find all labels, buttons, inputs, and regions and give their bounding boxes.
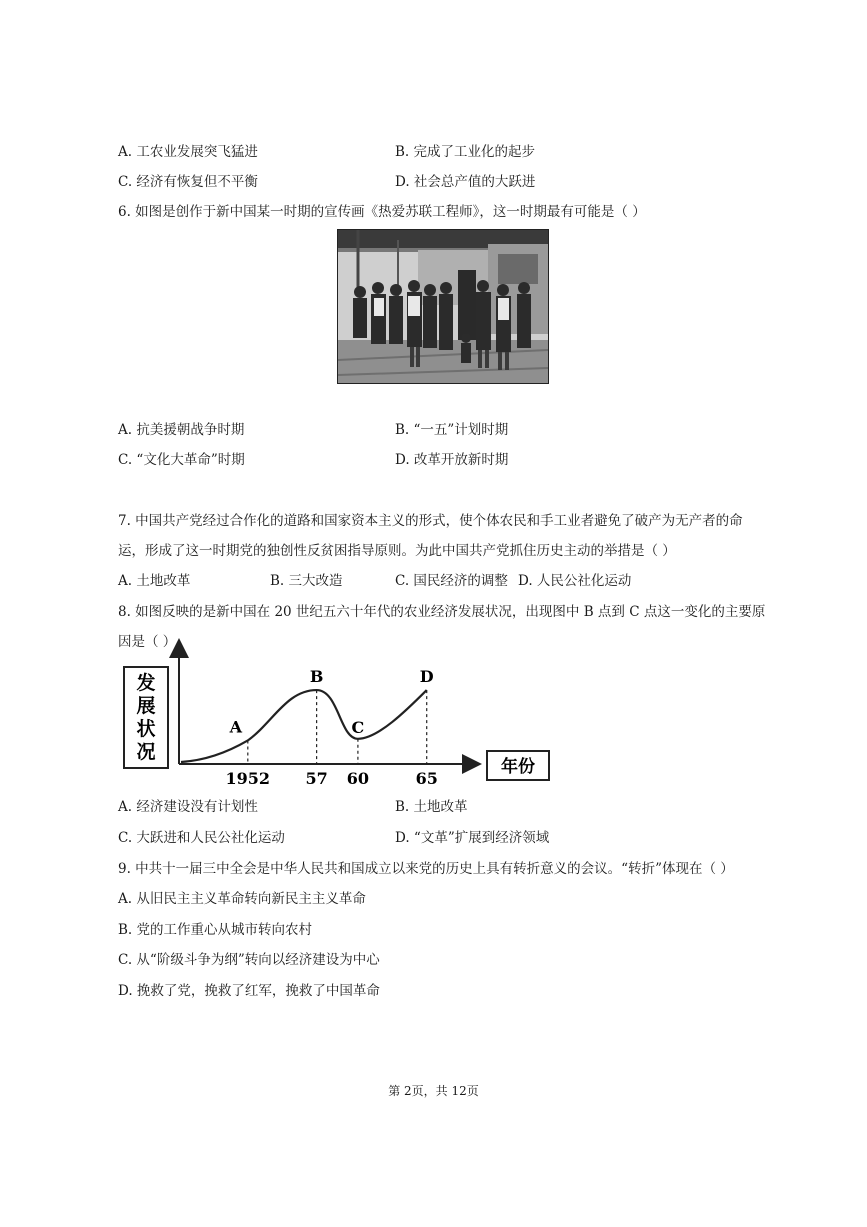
- poster-illustration: [338, 230, 548, 383]
- q7-stem-line1: 7. 中国共产党经过合作化的道路和国家资本主义的形式，使个体农民和手工业者避免了破产为无产者的命: [118, 513, 743, 529]
- q7-option-c: C. 国民经济的调整: [395, 573, 508, 589]
- x-axis-label: 年份: [501, 757, 535, 777]
- q8-option-c: C. 大跃进和人民公社化运动: [118, 830, 285, 846]
- propaganda-poster-image: [337, 229, 549, 384]
- q8-option-a: A. 经济建设没有计划性: [118, 799, 258, 815]
- page-number: 第 2页，共 12页: [388, 1084, 479, 1098]
- point-label-C: C: [351, 717, 365, 737]
- y-label-char: 况: [136, 741, 156, 763]
- q8-stem-line1: 8. 如图反映的是新中国在 20 世纪五六十年代的农业经济发展状况，出现图中 B 点到 C 点这一变化的主要原: [118, 604, 766, 620]
- q6-option-d: D. 改革开放新时期: [395, 452, 509, 468]
- x-tick-label: 65: [415, 769, 438, 788]
- y-label-char: 展: [136, 695, 156, 717]
- y-label-char: 状: [136, 718, 156, 740]
- agriculture-development-chart: [118, 630, 558, 790]
- q9-option-d: D. 挽救了党，挽救了红军，挽救了中国革命: [118, 983, 380, 999]
- q9-option-c: C. 从“阶级斗争为纲”转向以经济建设为中心: [118, 952, 380, 968]
- q7-option-b: B. 三大改造: [270, 573, 343, 589]
- development-curve: [181, 690, 427, 762]
- q9-stem: 9. 中共十一届三中全会是中华人民共和国成立以来党的历史上具有转折意义的会议。“转折”体现在（ ）: [118, 861, 734, 877]
- q7-stem-line2: 运，形成了这一时期党的独创性反贫困指导原则。为此中国共产党抓住历史主动的举措是（ ）: [118, 543, 676, 559]
- q5-option-b: B. 完成了工业化的起步: [395, 144, 536, 160]
- q5-option-d: D. 社会总产值的大跃进: [395, 174, 536, 190]
- point-label-B: B: [309, 667, 324, 687]
- q6-stem: 6. 如图是创作于新中国某一时期的宣传画《热爱苏联工程师》，这一时期最有可能是（ ）: [118, 204, 646, 220]
- x-tick-label: 1952: [225, 769, 271, 788]
- q8-option-b: B. 土地改革: [395, 799, 468, 815]
- q9-option-b: B. 党的工作重心从城市转向农村: [118, 922, 313, 938]
- q6-option-b: B. “一五”计划时期: [395, 422, 509, 438]
- q6-option-a: A. 抗美援朝战争时期: [118, 422, 245, 438]
- x-tick-label: 60: [346, 769, 370, 788]
- point-label-D: D: [419, 667, 434, 687]
- q5-option-a: A. 工农业发展突飞猛进: [118, 144, 258, 160]
- q8-option-d: D. “文革”扩展到经济领域: [395, 830, 550, 846]
- chart-svg: [118, 630, 558, 790]
- q7-option-d: D. 人民公社化运动: [518, 573, 632, 589]
- q9-option-a: A. 从旧民主主义革命转向新民主主义革命: [118, 891, 366, 907]
- q6-option-c: C. “文化大革命”时期: [118, 452, 245, 468]
- point-label-A: A: [229, 717, 243, 737]
- q8-stem-line2: 因是（ ）: [118, 634, 177, 650]
- y-axis-label: [136, 671, 155, 763]
- q5-option-c: C. 经济有恢复但不平衡: [118, 174, 258, 190]
- x-tick-label: 57: [305, 769, 328, 788]
- q7-option-a: A. 土地改革: [118, 573, 191, 589]
- y-label-char: 发: [136, 672, 156, 694]
